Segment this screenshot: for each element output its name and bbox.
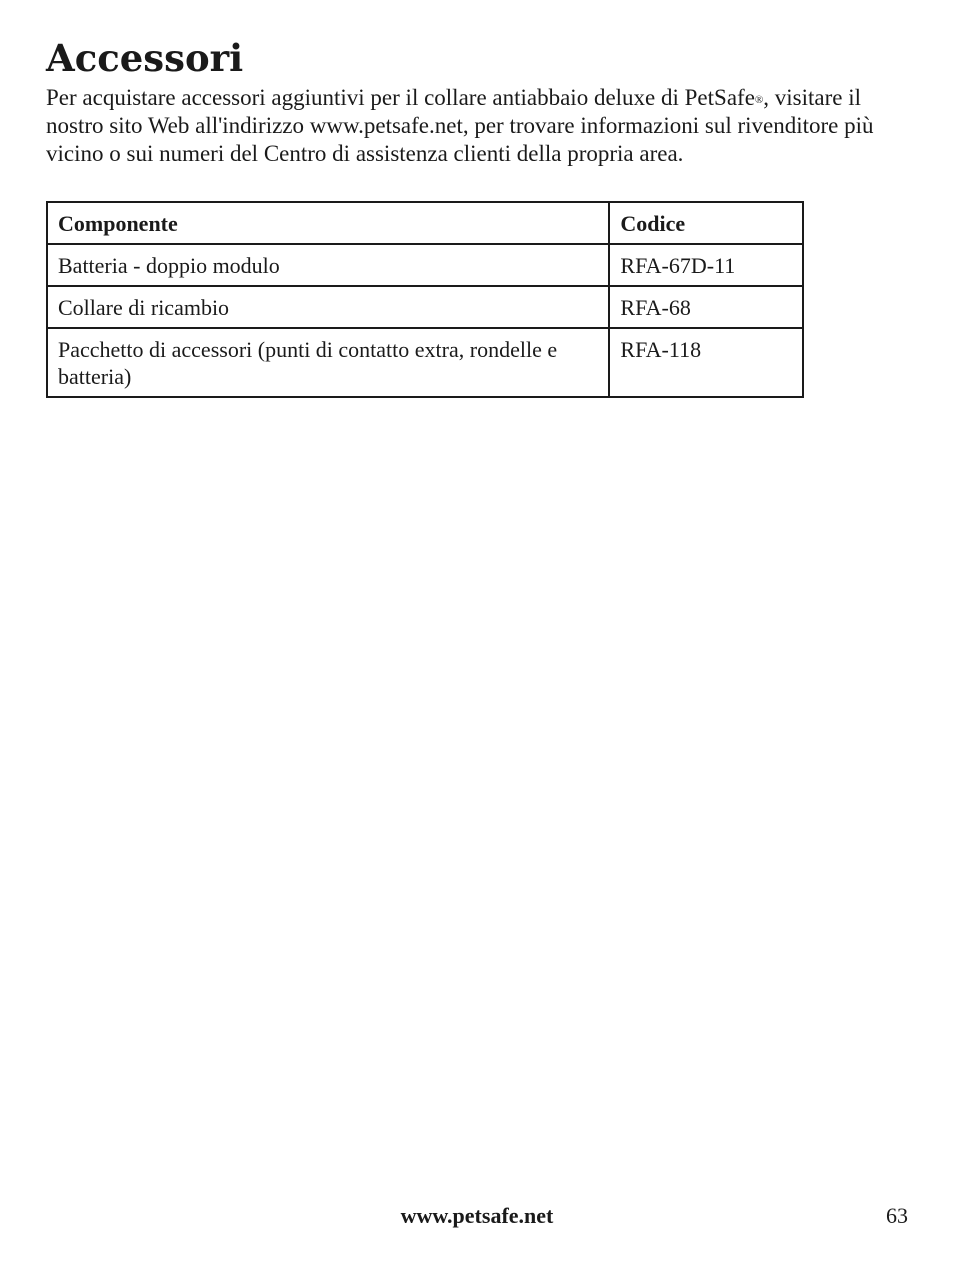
- cell-component: Collare di ricambio: [47, 286, 609, 328]
- table-row: [47, 244, 803, 286]
- registered-trademark-mark: ®: [754, 94, 764, 106]
- accessories-table: [46, 201, 804, 398]
- page-title: Accessori: [46, 36, 244, 80]
- intro-text-part2: , visitare il nostro sito Web all'indirizzo www.petsafe.net, per trovare informazioni sul rivenditore più vicino o sui numeri del Centro di assistenza clienti della propria area.: [46, 85, 874, 166]
- cell-code: RFA-67D-11: [609, 244, 803, 286]
- intro-paragraph: [46, 84, 916, 168]
- cell-code: RFA-68: [609, 286, 803, 328]
- cell-code: RFA-118: [609, 328, 803, 397]
- table-header-row: [47, 202, 803, 244]
- header-component: Componente: [47, 202, 609, 244]
- cell-component: Pacchetto di accessori (punti di contatto extra, rondelle e batteria): [47, 328, 609, 397]
- table-row: [47, 286, 803, 328]
- footer-url: www.petsafe.net: [400, 1203, 554, 1228]
- header-code: Codice: [609, 202, 803, 244]
- cell-component: Batteria - doppio modulo: [47, 244, 609, 286]
- page-number: 63: [886, 1203, 908, 1228]
- table-row: [47, 328, 803, 397]
- intro-text-part1: Per acquistare accessori aggiuntivi per il collare antiabbaio deluxe di PetSafe: [46, 85, 755, 110]
